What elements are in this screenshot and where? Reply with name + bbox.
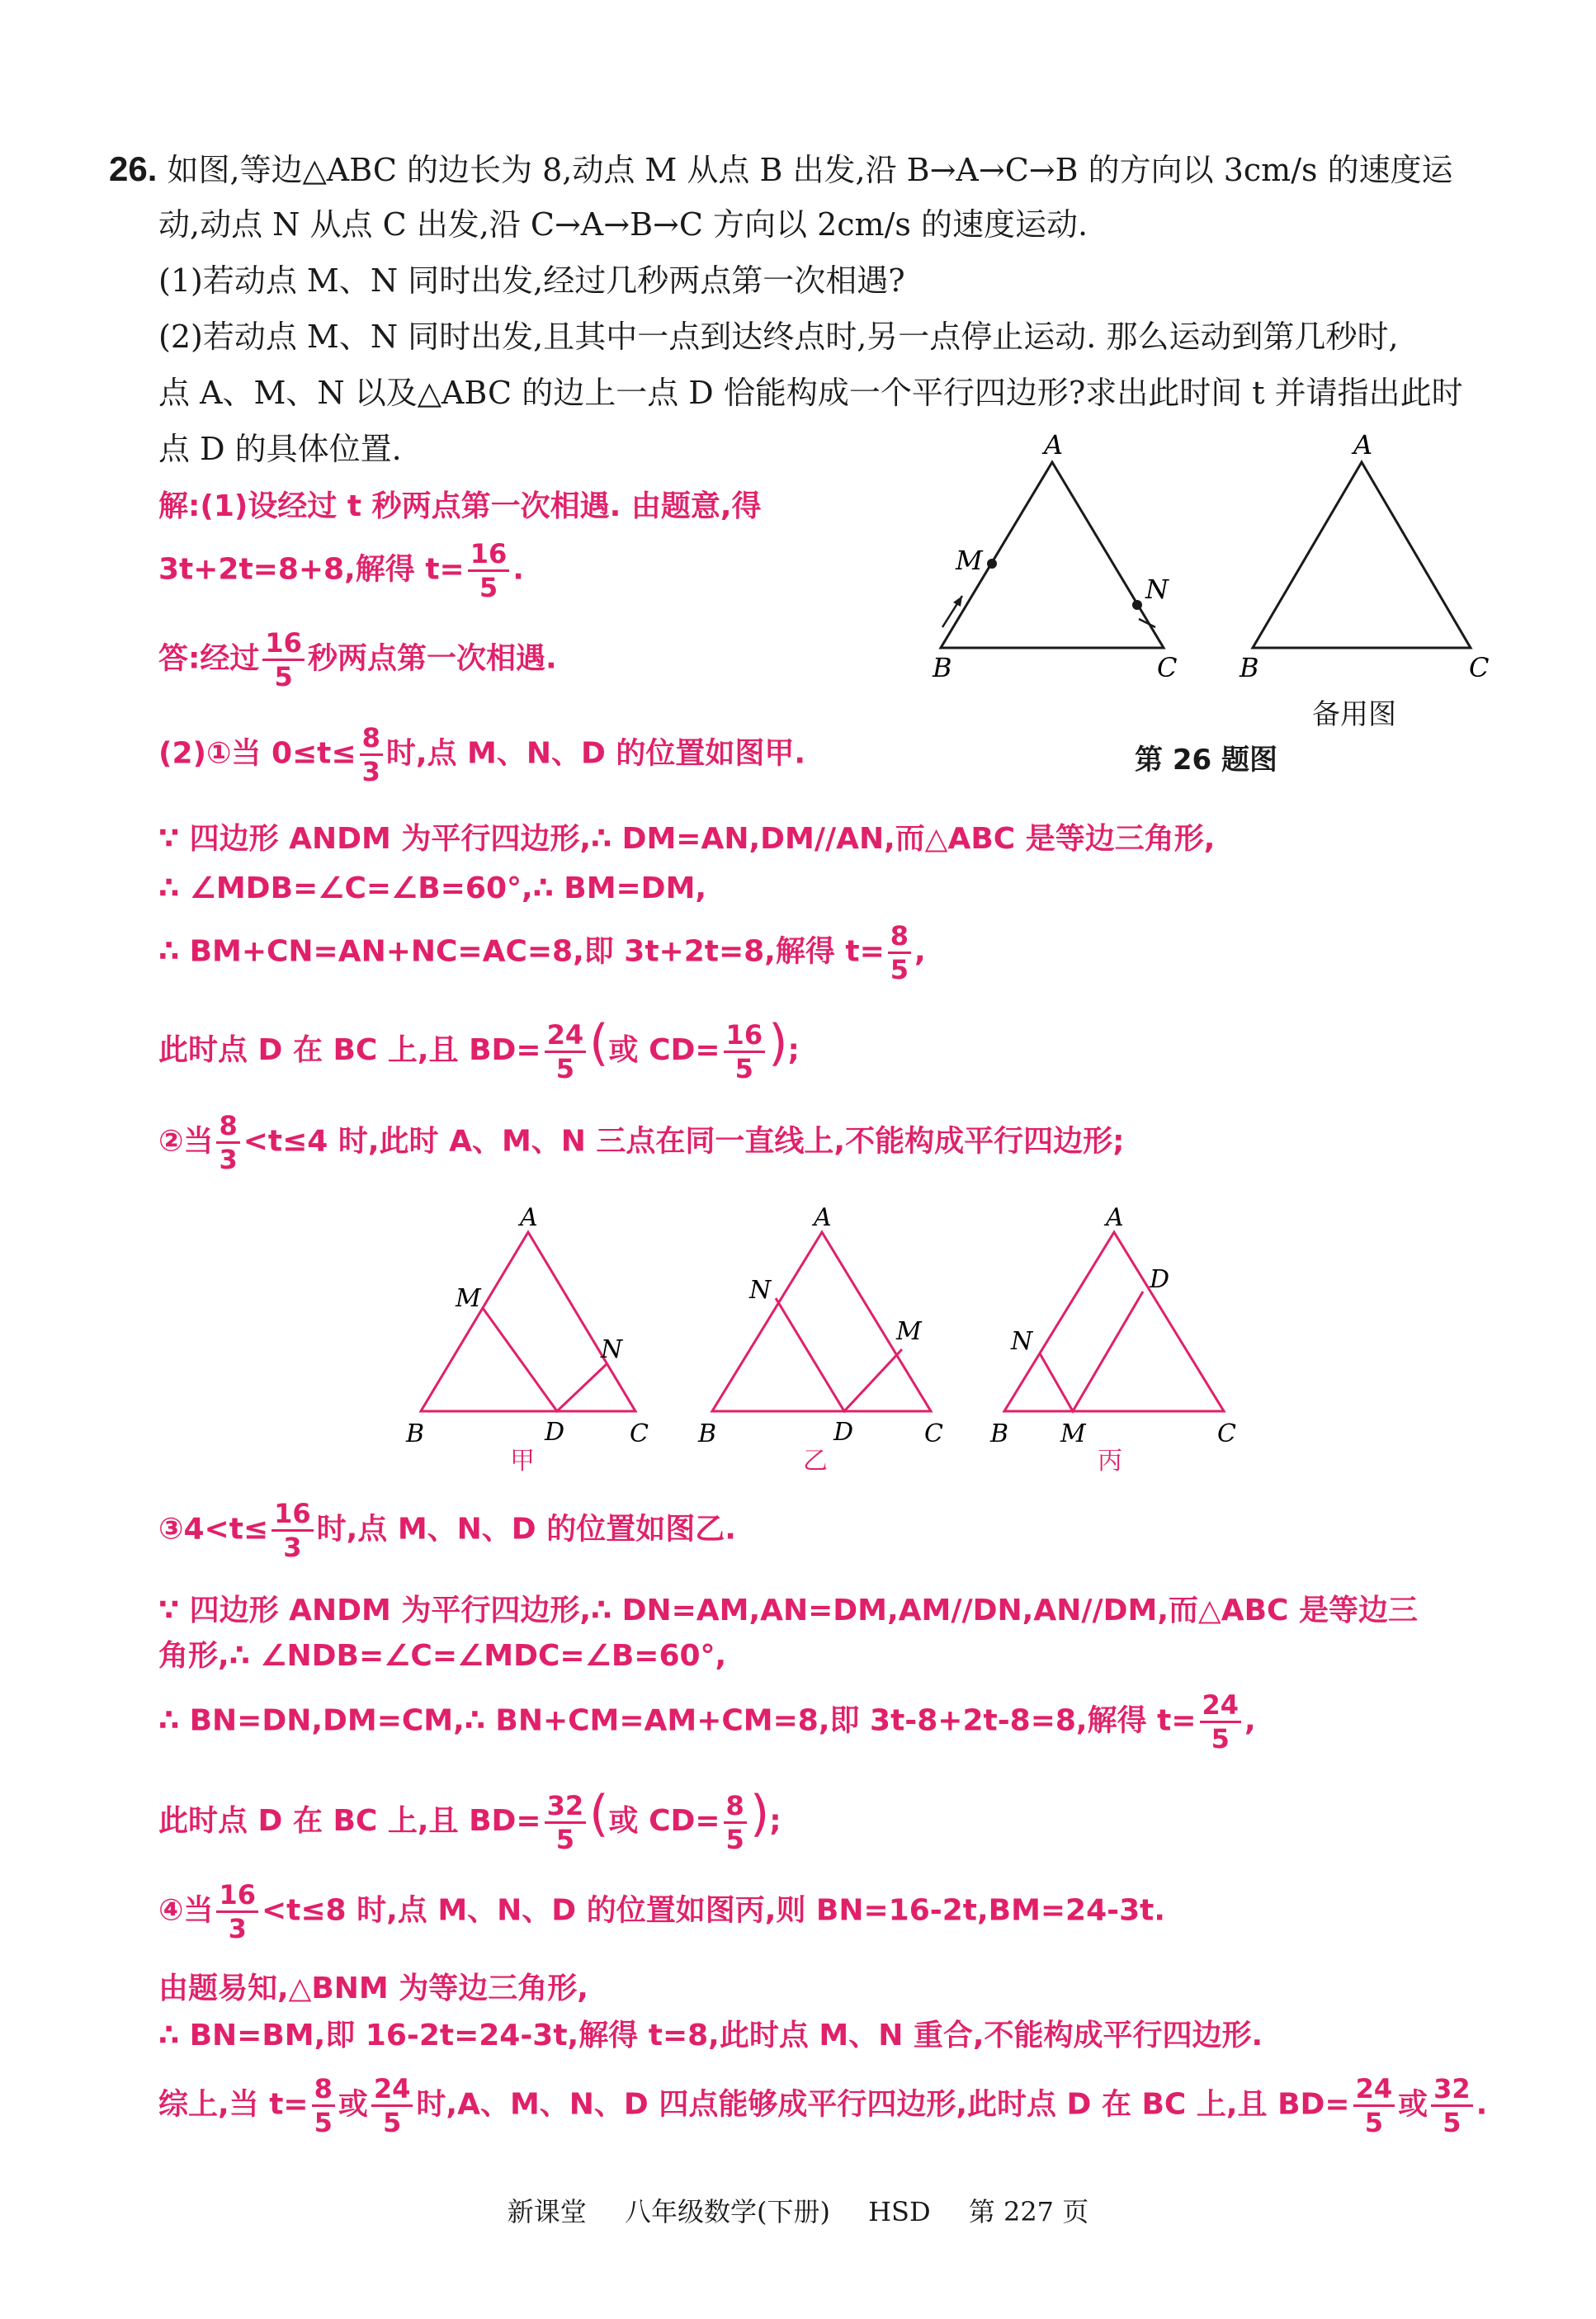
s2-pre: 3t+2t=8+8,解得 t=	[158, 552, 465, 587]
bing-label-c: C	[1217, 1419, 1236, 1448]
s7-post: ,	[914, 934, 926, 969]
frac-den: 5	[555, 1823, 574, 1855]
frac-den: 5	[274, 661, 293, 692]
s14-pre: 此时点 D 在 BC 上,且 BD=	[158, 1804, 541, 1838]
fraction	[272, 1500, 314, 1561]
solution-line-14	[158, 1784, 781, 1853]
yi-label-d: D	[833, 1418, 854, 1447]
spare-label-a: A	[1353, 429, 1373, 460]
solution-line-10	[158, 1500, 736, 1561]
frac-den: 5	[725, 1823, 744, 1855]
solution-line-5: ∵ 四边形 ANDM 为平行四边形,∴ DM=AN,DM//AN,而△ABC 是等边三角形,	[158, 822, 1216, 856]
frac-den: 3	[219, 1144, 238, 1175]
s3-post: 秒两点第一次相遇.	[307, 641, 557, 676]
figure-caption: 第 26 题图	[1135, 744, 1277, 777]
solution-line-18	[158, 2073, 1488, 2138]
fraction	[216, 1879, 258, 1944]
label-c: C	[1157, 652, 1178, 683]
footer-page-number: 第 227 页	[968, 2196, 1089, 2227]
problem-number: 26.	[109, 149, 158, 188]
s8-mid: 或 CD=	[608, 1033, 720, 1067]
fraction	[545, 1789, 587, 1855]
solution-line-2	[158, 538, 524, 603]
label-n: N	[1145, 574, 1169, 605]
figure-spare-triangle	[1221, 429, 1502, 693]
frac-den: 5	[1211, 1723, 1230, 1755]
spare-label-c: C	[1469, 652, 1490, 683]
jia-label-d: D	[545, 1418, 565, 1447]
arrow-m-head	[953, 596, 962, 607]
frac-den: 5	[555, 1052, 574, 1084]
fraction	[545, 1018, 587, 1084]
s10-post: 时,点 M、N、D 的位置如图乙.	[316, 1512, 736, 1547]
problem-line-6: 点 D 的具体位置.	[158, 431, 402, 467]
frac-num: 24	[1200, 1692, 1242, 1723]
s2-post: .	[512, 552, 524, 587]
triangle-spare	[1253, 462, 1471, 648]
frac-den: 5	[1443, 2107, 1461, 2138]
s9-post: <t≤4 时,此时 A、M、N 三点在同一直线上,不能构成平行四边形;	[243, 1124, 1125, 1159]
footer-edition: HSD	[868, 2196, 931, 2227]
solution-line-12: 角形,∴ ∠NDB=∠C=∠MDC=∠B=60°,	[158, 1639, 727, 1673]
solution-line-11: ∵ 四边形 ANDM 为平行四边形,∴ DN=AM,AN=DM,AM//DN,AN//DM,而△ABC 是等边三	[158, 1594, 1418, 1627]
solution-line-6: ∴ ∠MDB=∠C=∠B=60°,∴ BM=DM,	[158, 871, 707, 905]
solution-line-8	[158, 1013, 800, 1082]
frac-den: 3	[228, 1913, 247, 1944]
solution-line-3	[158, 627, 557, 692]
fraction	[1431, 2073, 1473, 2138]
frac-num: 24	[1353, 2076, 1395, 2107]
frac-num: 16	[216, 1882, 258, 1913]
fraction	[371, 2073, 413, 2138]
spare-label-b: B	[1239, 652, 1259, 683]
bing-caption: 丙	[1098, 1447, 1122, 1473]
fraction	[888, 920, 911, 985]
yi-parallelogram-sides	[776, 1298, 902, 1411]
s10-pre: ③4<t≤	[158, 1512, 269, 1547]
frac-num: 32	[1431, 2076, 1473, 2107]
yi-label-b: B	[698, 1419, 717, 1448]
yi-caption: 乙	[803, 1447, 828, 1473]
frac-num: 24	[371, 2076, 413, 2107]
frac-den: 5	[890, 954, 909, 985]
jia-parallelogram-sides	[483, 1308, 607, 1411]
jia-caption: 甲	[510, 1447, 535, 1473]
jia-triangle	[421, 1232, 635, 1411]
s7-pre: ∴ BM+CN=AN+NC=AC=8,即 3t+2t=8,解得 t=	[158, 934, 885, 969]
solution-line-1: 解:(1)设经过 t 秒两点第一次相遇. 由题意,得	[158, 489, 762, 523]
fraction	[360, 722, 383, 787]
s9-pre: ②当	[158, 1124, 214, 1159]
yi-label-n: N	[749, 1276, 772, 1305]
solution-line-16: 由题易知,△BNM 为等边三角形,	[158, 1972, 588, 2005]
s13-pre: ∴ BN=DN,DM=CM,∴ BN+CM=AM+CM=8,即 3t-8+2t-8=8,解得 t=	[158, 1703, 1197, 1738]
page-footer	[0, 2191, 1596, 2229]
figure-main-triangle	[916, 429, 1188, 693]
s3-pre: 答:经过	[158, 641, 260, 676]
solution-line-15	[158, 1879, 1166, 1944]
frac-den: 5	[1364, 2107, 1383, 2138]
frac-num: 8	[312, 2076, 335, 2107]
solution-line-9	[158, 1112, 1125, 1173]
frac-num: 16	[468, 541, 510, 572]
frac-num: 16	[272, 1500, 314, 1532]
yi-label-a: A	[814, 1203, 832, 1232]
s15-pre: ④当	[158, 1893, 214, 1928]
s8-pre: 此时点 D 在 BC 上,且 BD=	[158, 1033, 541, 1067]
solution-line-13	[158, 1689, 1256, 1755]
bing-triangle	[1004, 1232, 1224, 1411]
bing-segments	[1040, 1292, 1143, 1411]
fraction	[1353, 2073, 1395, 2138]
s8-post: ;	[787, 1033, 800, 1067]
s14-post: ;	[769, 1804, 781, 1838]
s15-post: <t≤8 时,点 M、N、D 的位置如图丙,则 BN=16-2t,BM=24-3t.	[262, 1893, 1166, 1928]
problem-line-5: 点 A、M、N 以及△ABC 的边上一点 D 恰能构成一个平行四边形?求出此时间 t 并请指出此时	[158, 375, 1463, 411]
s18-post: .	[1476, 2087, 1488, 2122]
jia-label-b: B	[406, 1419, 425, 1448]
frac-den: 5	[734, 1052, 753, 1084]
paren-open: (	[589, 1785, 609, 1843]
yi-label-m: M	[896, 1317, 922, 1346]
figure-yi	[692, 1201, 972, 1473]
bing-label-n: N	[1011, 1327, 1033, 1356]
point-m	[987, 559, 997, 569]
s13-post: ,	[1244, 1703, 1256, 1738]
label-m: M	[956, 545, 983, 576]
frac-den: 3	[361, 756, 380, 787]
label-a: A	[1044, 429, 1064, 460]
point-n	[1132, 600, 1142, 610]
footer-book: 新课堂	[507, 2196, 587, 2227]
jia-label-c: C	[630, 1419, 649, 1448]
paren-open: (	[589, 1014, 609, 1072]
paren-close: )	[768, 1014, 788, 1072]
fraction	[216, 1112, 239, 1173]
bing-label-m: M	[1060, 1419, 1086, 1448]
s14-mid: 或 CD=	[608, 1804, 720, 1838]
fraction	[262, 627, 305, 692]
jia-label-a: A	[520, 1203, 538, 1232]
yi-label-c: C	[924, 1419, 943, 1448]
frac-num: 8	[360, 725, 383, 756]
s4-post: 时,点 M、N、D 的位置如图甲.	[385, 736, 806, 771]
frac-num: 8	[888, 923, 911, 954]
problem-line-1	[109, 149, 1453, 190]
paren-close: )	[749, 1785, 770, 1843]
fraction	[312, 2073, 335, 2138]
frac-num: 8	[724, 1792, 747, 1824]
solution-line-17: ∴ BN=BM,即 16-2t=24-3t,解得 t=8,此时点 M、N 重合,不能构成平行四边形.	[158, 2019, 1263, 2052]
frac-num: 32	[545, 1792, 587, 1824]
s18-pre: 综上,当 t=	[158, 2087, 309, 2122]
jia-label-n: N	[601, 1335, 623, 1364]
fraction	[724, 1789, 747, 1855]
s4-pre: (2)①当 0≤t≤	[158, 736, 357, 771]
frac-den: 5	[479, 572, 498, 603]
label-b: B	[933, 652, 952, 683]
fraction	[1200, 1689, 1242, 1755]
frac-den: 5	[383, 2107, 402, 2138]
figure-bing	[986, 1201, 1267, 1473]
s18-mid2: 时,A、M、N、D 四点能够成平行四边形,此时点 D 在 BC 上,且 BD=	[416, 2087, 1350, 2122]
bing-label-a: A	[1106, 1203, 1124, 1232]
jia-label-m: M	[456, 1284, 481, 1313]
footer-grade: 八年级数学(下册)	[624, 2196, 830, 2227]
frac-num: 8	[216, 1112, 239, 1144]
frac-num: 16	[262, 630, 305, 661]
problem-text-1: 如图,等边△ABC 的边长为 8,动点 M 从点 B 出发,沿 B→A→C→B 的方向以 3cm/s 的速度运	[167, 152, 1453, 188]
solution-line-4	[158, 722, 806, 787]
s18-mid1: 或	[338, 2087, 368, 2122]
spare-caption: 备用图	[1312, 698, 1396, 731]
bing-label-d: D	[1150, 1265, 1170, 1294]
problem-line-3: (1)若动点 M、N 同时出发,经过几秒两点第一次相遇?	[158, 262, 905, 299]
frac-den: 5	[314, 2107, 333, 2138]
problem-line-2: 动,动点 N 从点 C 出发,沿 C→A→B→C 方向以 2cm/s 的速度运动.	[158, 206, 1088, 243]
frac-den: 3	[283, 1532, 302, 1563]
frac-num: 16	[724, 1022, 766, 1053]
fraction	[724, 1018, 766, 1084]
fraction	[468, 538, 510, 603]
bing-label-b: B	[990, 1419, 1009, 1448]
frac-num: 24	[545, 1022, 587, 1053]
s18-mid3: 或	[1398, 2087, 1428, 2122]
figure-jia	[396, 1201, 677, 1473]
solution-line-7	[158, 920, 926, 985]
problem-line-4: (2)若动点 M、N 同时出发,且其中一点到达终点时,另一点停止运动. 那么运动到第几秒时,	[158, 319, 1399, 355]
